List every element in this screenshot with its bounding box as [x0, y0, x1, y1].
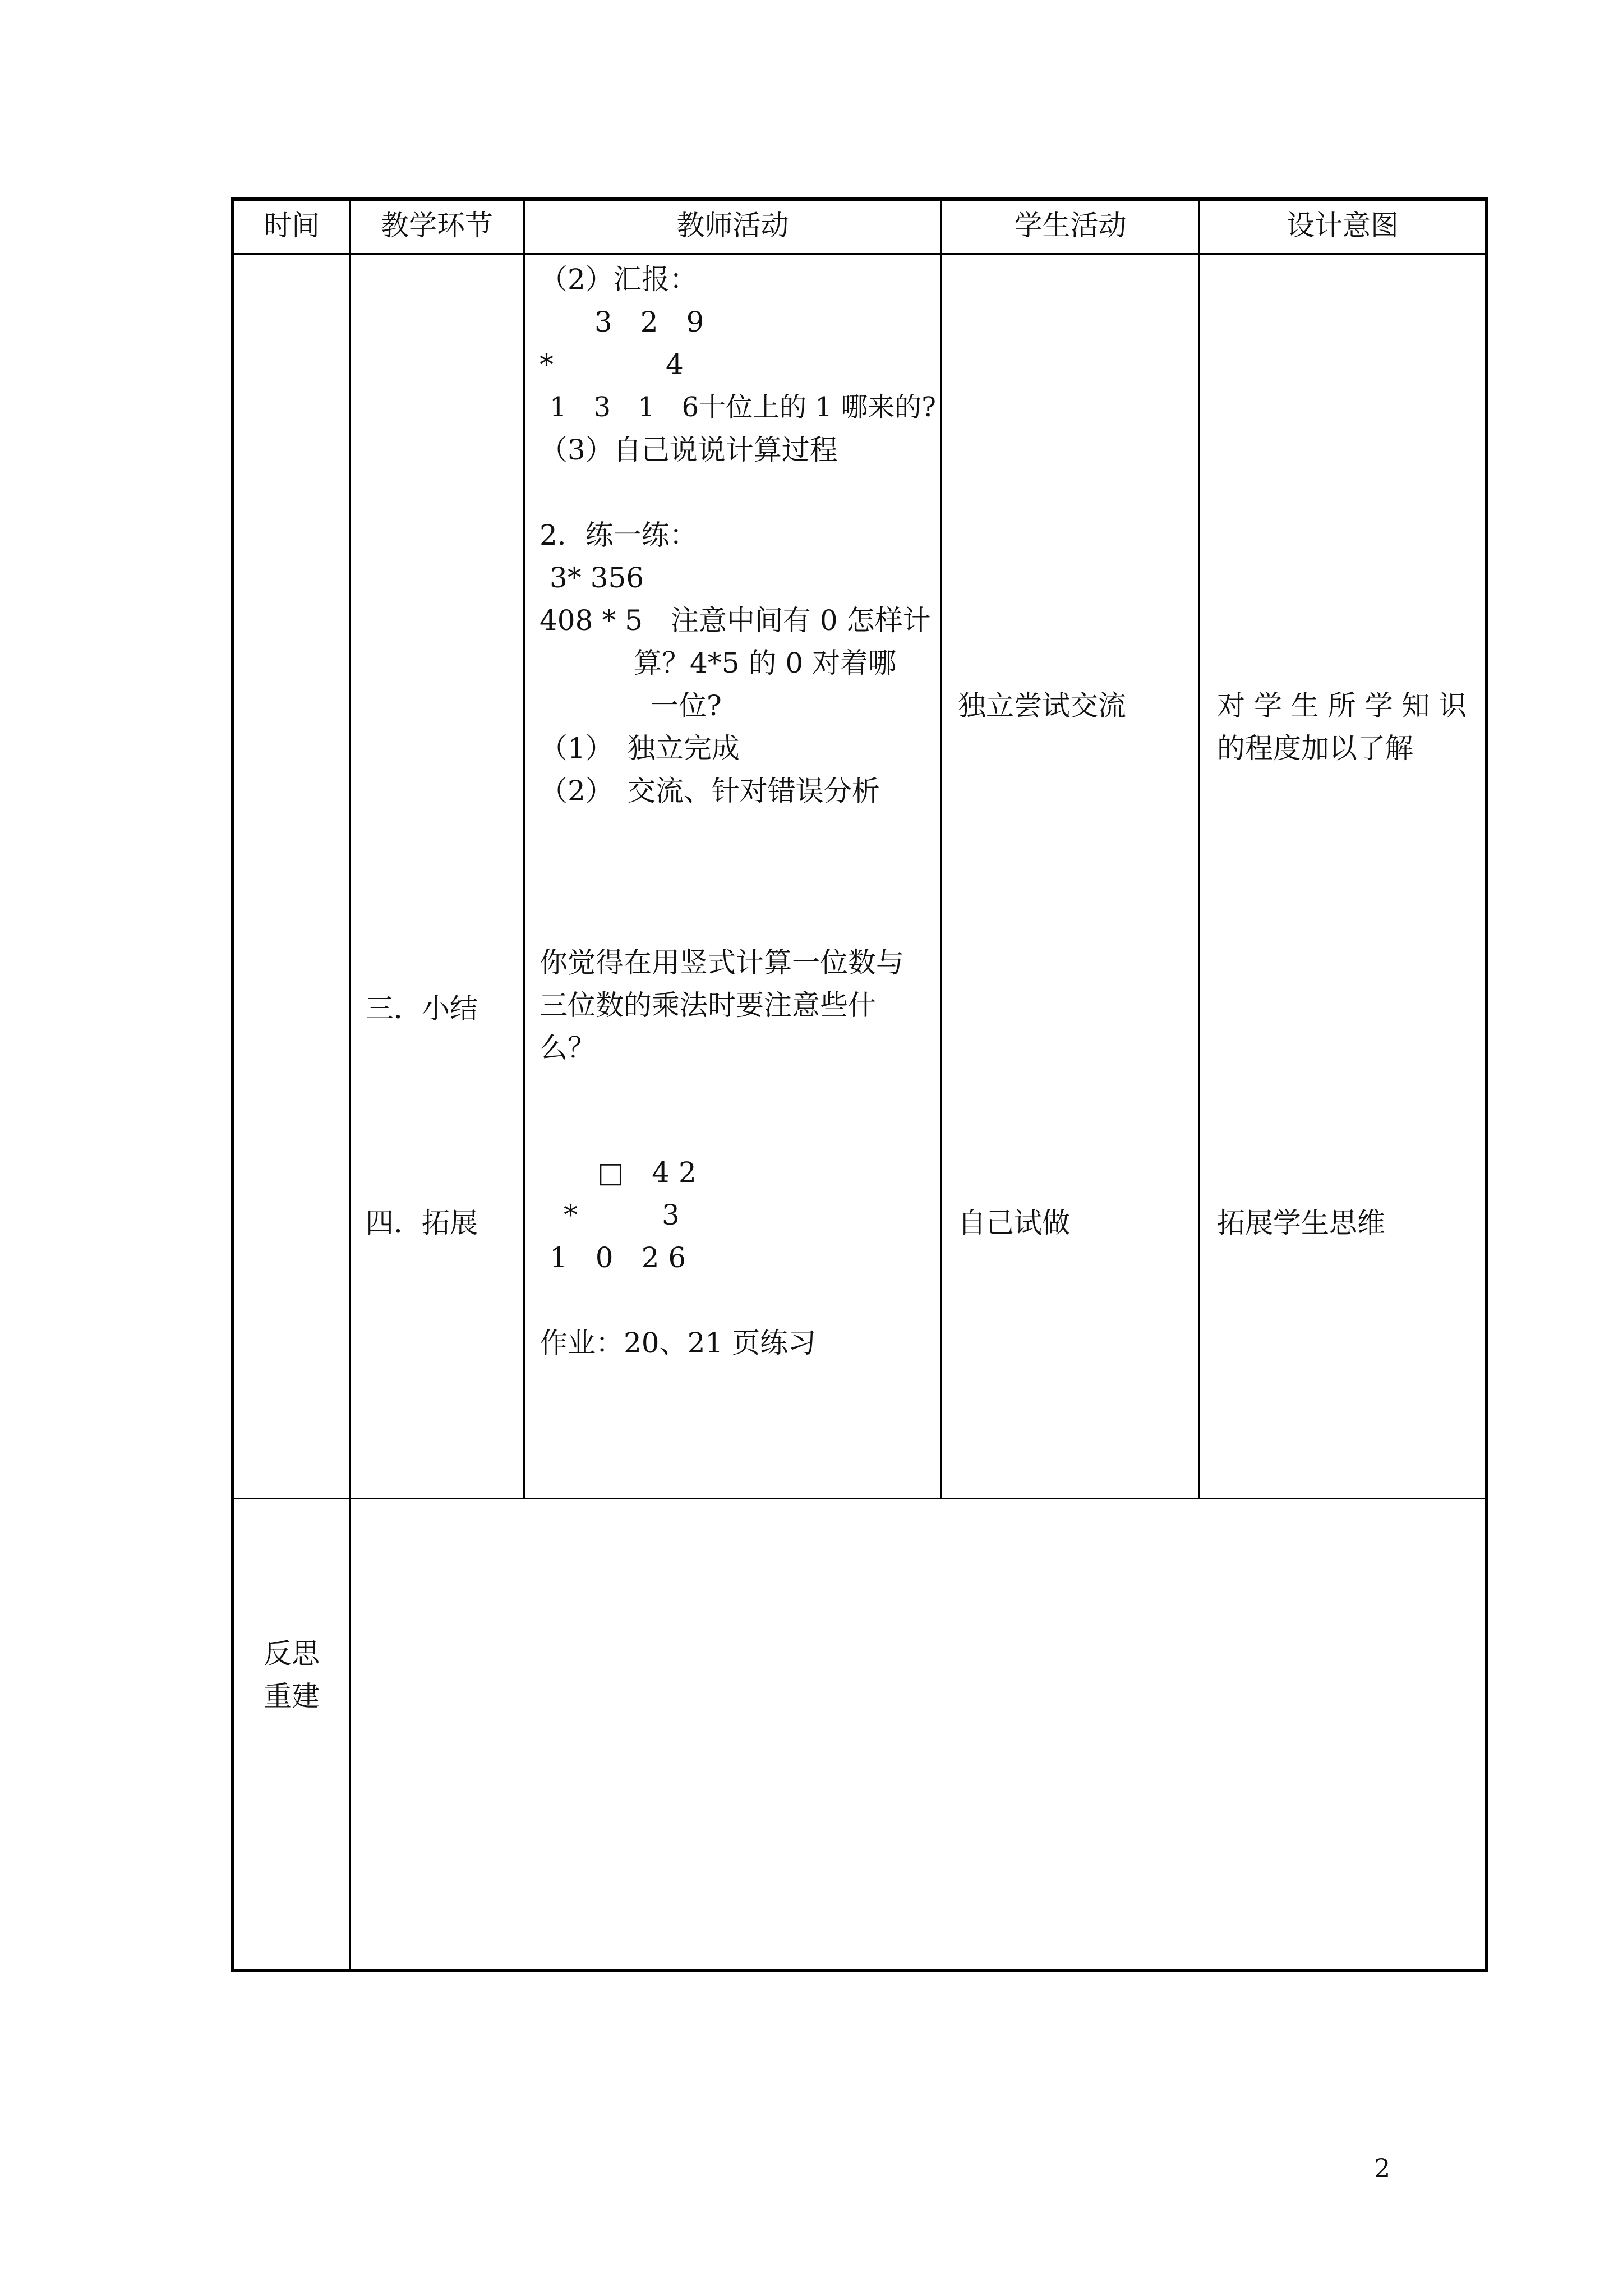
header-student: 学生活动: [1014, 209, 1127, 242]
stage-summary: 三．小结: [366, 992, 478, 1025]
teacher-calc1-line2: * 4: [540, 348, 684, 381]
practice-b-cont2: 一位?: [651, 689, 722, 722]
student-practice: 独立尝试交流: [958, 689, 1126, 722]
student-extension: 自己试做: [958, 1207, 1070, 1239]
extension-line3: 1 0 2 6: [550, 1241, 686, 1274]
page-number: 2: [1374, 2153, 1391, 2183]
col-divider-time: [349, 197, 351, 1972]
extension-line2: * 3: [564, 1199, 680, 1231]
practice-step1: （1） 独立完成: [540, 732, 740, 765]
teacher-report: （2）汇报：: [540, 263, 698, 296]
teacher-calc1-line1: 3 2 9: [594, 306, 704, 338]
practice-b: 408 * 5 注意中间有 0 怎样计: [540, 604, 931, 637]
reflection-divider: [231, 1498, 1488, 1499]
col-divider-stage: [523, 197, 525, 1499]
practice-b-cont: 算？4*5 的 0 对着哪: [634, 647, 897, 679]
header-intent: 设计意图: [1287, 209, 1399, 242]
intent-practice: 对 学 生 所 学 知 识 的程度加以了解: [1217, 689, 1467, 765]
extension-line1: □ 4 2: [597, 1156, 697, 1189]
homework: 作业：20、21 页练习: [540, 1327, 817, 1359]
header-stage: 教学环节: [381, 209, 493, 242]
col-divider-teacher: [940, 197, 942, 1499]
col-divider-student: [1198, 197, 1200, 1499]
reflection-label-1: 反思: [264, 1637, 320, 1670]
reflection-label-2: 重建: [264, 1680, 320, 1713]
intent-extension: 拓展学生思维: [1217, 1207, 1385, 1239]
teacher-calc1-line3: 1 3 1 6十位上的 1 哪来的?: [550, 392, 936, 423]
stage-extension: 四．拓展: [366, 1207, 478, 1239]
teacher-explain: （3）自己说说计算过程: [540, 434, 838, 466]
summary-question: 你觉得在用竖式计算一位数与三位数的乘法时要注意些什么？: [540, 946, 904, 1064]
lesson-table: [231, 197, 1488, 1972]
practice-a: 3* 356: [550, 562, 644, 594]
practice-step2: （2） 交流、针对错误分析: [540, 775, 880, 807]
header-teacher: 教师活动: [676, 209, 789, 242]
practice-title: 2．练一练：: [540, 519, 698, 551]
header-time: 时间: [264, 209, 320, 242]
